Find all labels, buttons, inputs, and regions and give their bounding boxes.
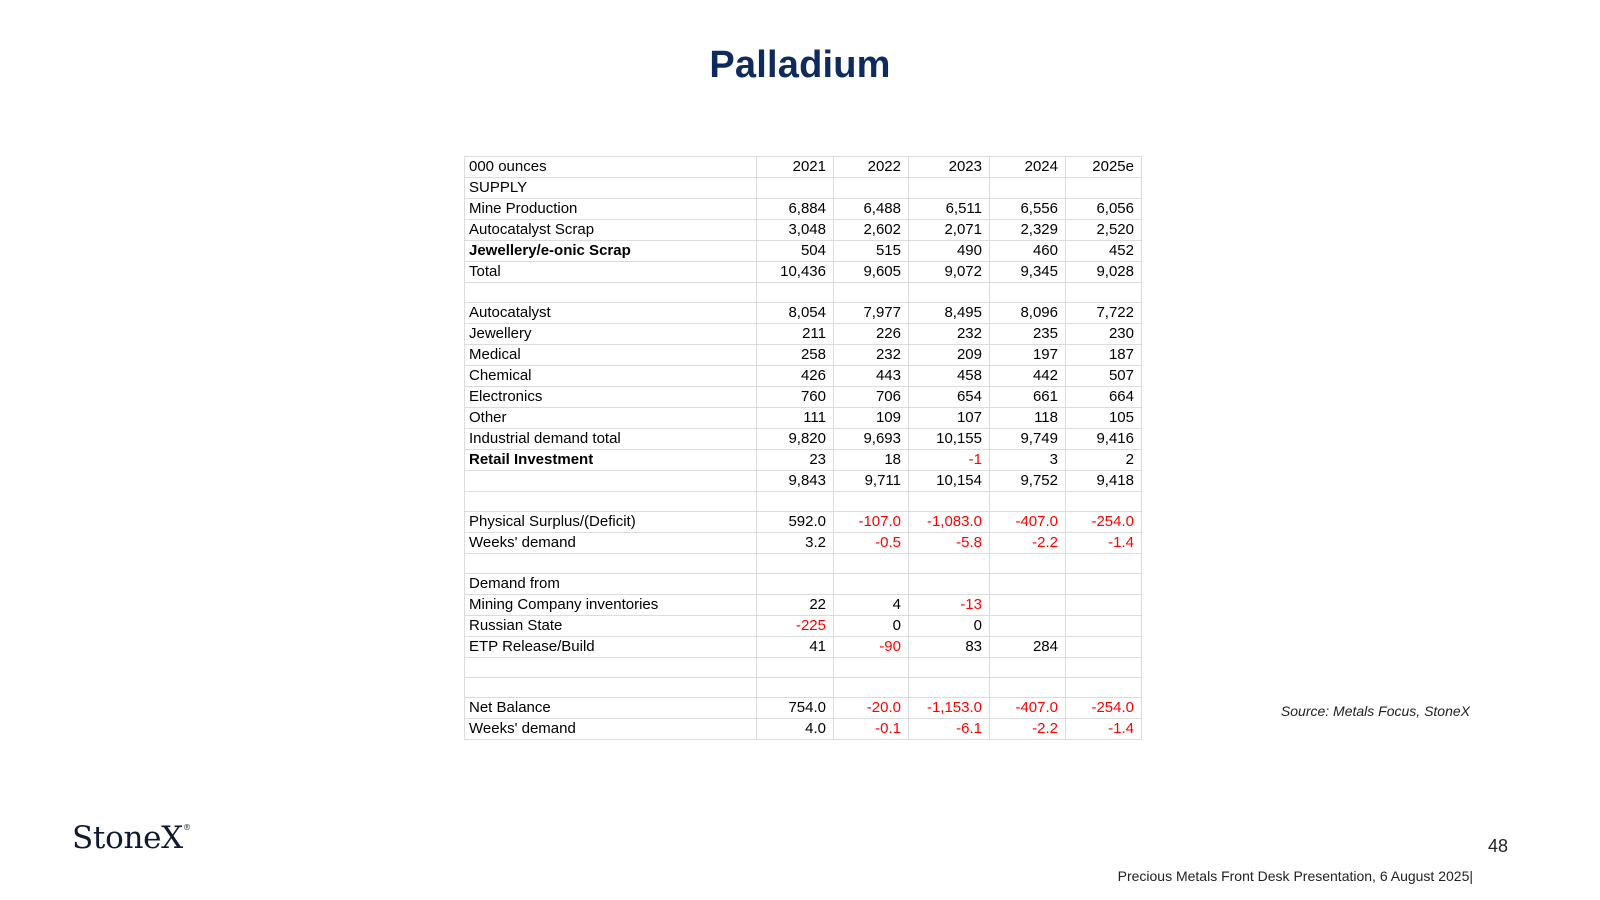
cell-value: 209 xyxy=(909,345,990,366)
cell-value: -1,083.0 xyxy=(909,512,990,533)
cell-value: 9,843 xyxy=(757,471,834,492)
cell-value: 7,722 xyxy=(1066,303,1142,324)
cell-value: 9,693 xyxy=(834,429,909,450)
header-year: 2023 xyxy=(909,157,990,178)
cell-value xyxy=(1066,492,1142,512)
cell-value xyxy=(834,658,909,678)
cell-value xyxy=(1066,554,1142,574)
cell-value: 105 xyxy=(1066,408,1142,429)
cell-value: 226 xyxy=(834,324,909,345)
table-row xyxy=(465,199,1142,220)
row-label: Jewellery xyxy=(465,324,757,345)
table-row xyxy=(465,678,1142,698)
row-label: Net Balance xyxy=(465,698,757,719)
cell-value: -90 xyxy=(834,637,909,658)
cell-value: -254.0 xyxy=(1066,698,1142,719)
cell-value: 2,602 xyxy=(834,220,909,241)
cell-value xyxy=(1066,637,1142,658)
cell-value: 23 xyxy=(757,450,834,471)
cell-value: 452 xyxy=(1066,241,1142,262)
cell-value: 2,520 xyxy=(1066,220,1142,241)
table-row xyxy=(465,574,1142,595)
cell-value xyxy=(909,574,990,595)
cell-value: 4.0 xyxy=(757,719,834,740)
cell-value: -1,153.0 xyxy=(909,698,990,719)
cell-value: 211 xyxy=(757,324,834,345)
row-label: Jewellery/e-onic Scrap xyxy=(465,241,757,262)
cell-value xyxy=(990,678,1066,698)
cell-value xyxy=(834,492,909,512)
cell-value: 9,072 xyxy=(909,262,990,283)
table-row xyxy=(465,324,1142,345)
row-label xyxy=(465,554,757,574)
cell-value xyxy=(1066,658,1142,678)
cell-value: 706 xyxy=(834,387,909,408)
cell-value: 3 xyxy=(990,450,1066,471)
cell-value: 41 xyxy=(757,637,834,658)
cell-value: 460 xyxy=(990,241,1066,262)
cell-value: 9,605 xyxy=(834,262,909,283)
cell-value: 9,418 xyxy=(1066,471,1142,492)
row-label: Medical xyxy=(465,345,757,366)
header-year: 2024 xyxy=(990,157,1066,178)
table-row xyxy=(465,450,1142,471)
cell-value: 232 xyxy=(909,324,990,345)
page-title: Palladium xyxy=(709,44,891,86)
row-label xyxy=(465,492,757,512)
cell-value xyxy=(757,283,834,303)
cell-value: 6,056 xyxy=(1066,199,1142,220)
cell-value: 83 xyxy=(909,637,990,658)
row-label: Total xyxy=(465,262,757,283)
row-label: Other xyxy=(465,408,757,429)
cell-value: -2.2 xyxy=(990,719,1066,740)
cell-value xyxy=(834,178,909,199)
page-number: 48 xyxy=(1487,836,1508,856)
cell-value xyxy=(909,678,990,698)
cell-value: -0.1 xyxy=(834,719,909,740)
cell-value: 3.2 xyxy=(757,533,834,554)
cell-value: 4 xyxy=(834,595,909,616)
cell-value: -254.0 xyxy=(1066,512,1142,533)
cell-value: 230 xyxy=(1066,324,1142,345)
cell-value: 515 xyxy=(834,241,909,262)
row-label: Mine Production xyxy=(465,199,757,220)
cell-value xyxy=(834,554,909,574)
cell-value: 6,511 xyxy=(909,199,990,220)
cell-value: 7,977 xyxy=(834,303,909,324)
row-label: ETP Release/Build xyxy=(465,637,757,658)
cell-value: 284 xyxy=(990,637,1066,658)
cell-value: -407.0 xyxy=(990,698,1066,719)
cell-value: 18 xyxy=(834,450,909,471)
row-label: Physical Surplus/(Deficit) xyxy=(465,512,757,533)
row-label: Industrial demand total xyxy=(465,429,757,450)
cell-value xyxy=(990,492,1066,512)
cell-value: 0 xyxy=(834,616,909,637)
cell-value xyxy=(990,178,1066,199)
cell-value xyxy=(1066,178,1142,199)
row-label xyxy=(465,658,757,678)
cell-value xyxy=(757,554,834,574)
cell-value: 6,884 xyxy=(757,199,834,220)
table-row xyxy=(465,492,1142,512)
row-label xyxy=(465,283,757,303)
cell-value: 592.0 xyxy=(757,512,834,533)
table-row xyxy=(465,345,1142,366)
cell-value: -107.0 xyxy=(834,512,909,533)
cell-value: 9,028 xyxy=(1066,262,1142,283)
row-label: Retail Investment xyxy=(465,450,757,471)
cell-value: -20.0 xyxy=(834,698,909,719)
row-label xyxy=(465,471,757,492)
cell-value: 504 xyxy=(757,241,834,262)
table-row xyxy=(465,262,1142,283)
palladium-supply-demand-table xyxy=(464,156,1142,740)
cell-value: 9,752 xyxy=(990,471,1066,492)
table-row xyxy=(465,366,1142,387)
cell-value: 754.0 xyxy=(757,698,834,719)
table-row xyxy=(465,429,1142,450)
cell-value: 661 xyxy=(990,387,1066,408)
cell-value: 9,345 xyxy=(990,262,1066,283)
cell-value: 6,488 xyxy=(834,199,909,220)
cell-value: -5.8 xyxy=(909,533,990,554)
cell-value: 2,071 xyxy=(909,220,990,241)
cell-value: 760 xyxy=(757,387,834,408)
header-label: 000 ounces xyxy=(465,157,757,178)
header-year: 2021 xyxy=(757,157,834,178)
cell-value: 9,820 xyxy=(757,429,834,450)
cell-value: -225 xyxy=(757,616,834,637)
cell-value xyxy=(909,554,990,574)
table-row xyxy=(465,241,1142,262)
cell-value: 10,154 xyxy=(909,471,990,492)
cell-value: 8,495 xyxy=(909,303,990,324)
row-label: Weeks' demand xyxy=(465,719,757,740)
cell-value: 10,436 xyxy=(757,262,834,283)
cell-value: 2 xyxy=(1066,450,1142,471)
table-row xyxy=(465,637,1142,658)
registered-mark: ® xyxy=(182,823,191,832)
cell-value: 9,749 xyxy=(990,429,1066,450)
cell-value: 258 xyxy=(757,345,834,366)
row-label: Demand from xyxy=(465,574,757,595)
table-row xyxy=(465,303,1142,324)
row-label: Russian State xyxy=(465,616,757,637)
table-row xyxy=(465,719,1142,740)
table-row xyxy=(465,178,1142,199)
cell-value xyxy=(909,178,990,199)
source-note: Source: Metals Focus, StoneX xyxy=(1280,703,1470,719)
cell-value xyxy=(1066,574,1142,595)
row-label: Autocatalyst Scrap xyxy=(465,220,757,241)
table-row xyxy=(465,387,1142,408)
cell-value xyxy=(909,283,990,303)
header-year: 2022 xyxy=(834,157,909,178)
table-row xyxy=(465,698,1142,719)
cell-value: -407.0 xyxy=(990,512,1066,533)
cell-value xyxy=(990,616,1066,637)
cell-value: 111 xyxy=(757,408,834,429)
cell-value xyxy=(909,658,990,678)
cell-value: 2,329 xyxy=(990,220,1066,241)
cell-value: 197 xyxy=(990,345,1066,366)
cell-value: 187 xyxy=(1066,345,1142,366)
cell-value xyxy=(834,283,909,303)
cell-value xyxy=(757,178,834,199)
cell-value xyxy=(834,678,909,698)
cell-value: 8,096 xyxy=(990,303,1066,324)
table-header-row xyxy=(465,157,1142,178)
table-row xyxy=(465,471,1142,492)
table-row xyxy=(465,512,1142,533)
cell-value: 22 xyxy=(757,595,834,616)
row-label: SUPPLY xyxy=(465,178,757,199)
cell-value: -2.2 xyxy=(990,533,1066,554)
cell-value: 490 xyxy=(909,241,990,262)
cell-value: 8,054 xyxy=(757,303,834,324)
cell-value xyxy=(990,658,1066,678)
table-row xyxy=(465,595,1142,616)
cell-value: 664 xyxy=(1066,387,1142,408)
cell-value: 9,711 xyxy=(834,471,909,492)
cell-value: 3,048 xyxy=(757,220,834,241)
cell-value: 0 xyxy=(909,616,990,637)
logo-text: StoneX xyxy=(72,820,183,856)
row-label: Autocatalyst xyxy=(465,303,757,324)
cell-value: 426 xyxy=(757,366,834,387)
header-year: 2025e xyxy=(1066,157,1142,178)
cell-value xyxy=(757,492,834,512)
table-row xyxy=(465,220,1142,241)
cell-value xyxy=(757,678,834,698)
table-row xyxy=(465,283,1142,303)
cell-value: 109 xyxy=(834,408,909,429)
cell-value xyxy=(990,554,1066,574)
cell-value xyxy=(757,574,834,595)
cell-value: -13 xyxy=(909,595,990,616)
cell-value: -1.4 xyxy=(1066,719,1142,740)
table-row xyxy=(465,533,1142,554)
cell-value: 442 xyxy=(990,366,1066,387)
cell-value xyxy=(909,492,990,512)
cell-value: 507 xyxy=(1066,366,1142,387)
cell-value: 232 xyxy=(834,345,909,366)
cell-value: -1 xyxy=(909,450,990,471)
row-label: Electronics xyxy=(465,387,757,408)
cell-value: -1.4 xyxy=(1066,533,1142,554)
cell-value: -6.1 xyxy=(909,719,990,740)
cell-value: 654 xyxy=(909,387,990,408)
row-label: Weeks' demand xyxy=(465,533,757,554)
cell-value: 10,155 xyxy=(909,429,990,450)
footer-text: Precious Metals Front Desk Presentation, 6 August 2025| xyxy=(1117,868,1473,884)
cell-value: 118 xyxy=(990,408,1066,429)
cell-value xyxy=(1066,283,1142,303)
table-row xyxy=(465,658,1142,678)
cell-value xyxy=(1066,595,1142,616)
cell-value xyxy=(990,574,1066,595)
row-label: Chemical xyxy=(465,366,757,387)
table-row xyxy=(465,616,1142,637)
cell-value xyxy=(1066,678,1142,698)
stonex-logo xyxy=(72,820,191,856)
row-label: Mining Company inventories xyxy=(465,595,757,616)
table-row xyxy=(465,554,1142,574)
cell-value: 443 xyxy=(834,366,909,387)
row-label xyxy=(465,678,757,698)
cell-value: 9,416 xyxy=(1066,429,1142,450)
cell-value: 6,556 xyxy=(990,199,1066,220)
cell-value xyxy=(757,658,834,678)
cell-value: -0.5 xyxy=(834,533,909,554)
cell-value xyxy=(1066,616,1142,637)
cell-value: 235 xyxy=(990,324,1066,345)
cell-value xyxy=(990,283,1066,303)
cell-value xyxy=(834,574,909,595)
table-row xyxy=(465,408,1142,429)
cell-value: 458 xyxy=(909,366,990,387)
cell-value: 107 xyxy=(909,408,990,429)
cell-value xyxy=(990,595,1066,616)
